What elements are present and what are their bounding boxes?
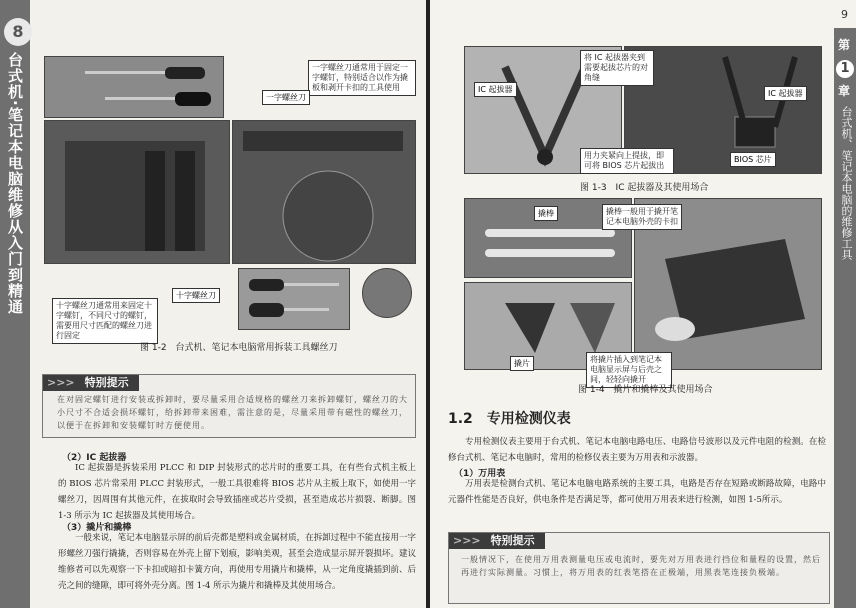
chapter-prefix: 第: [838, 38, 851, 52]
note-title: >>> 特别提示: [43, 375, 139, 391]
cpu-cooler-drawing: [233, 121, 415, 263]
heading-pry-tools: （3）撬片和撬棒: [62, 523, 132, 533]
chapter-title: 台式机、笔记本电脑的维修工具: [840, 106, 853, 260]
callout-pry-pick: 将撬片插入到笔记本电脑显示屏与后壳之间，轻轻向撬开: [586, 352, 672, 388]
label-cross-screwdriver: 十字螺丝刀: [172, 288, 220, 303]
heading-ic-extractor: （2）IC 起拔器: [62, 453, 127, 463]
cross-screwdriver-drawing: [239, 269, 349, 329]
paragraph-pry-tools: 一般来说，笔记本电脑显示屏的前后壳都是塑料或金属材质，在拆卸过程中不能直接用一字形螺丝刀强行撬撬，否则容易在外壳上留下划痕，影响美观，甚至会造成显示屏开裂损坏。建议维修者可以先观察一下卡扣或暗扣卡簧方向，再使用专用撬片和撬棒，从一定角度撬插到前、后壳之间的缝隙，即可将外壳分离。图 1-4 所示为撬片和撬棒及其使用场合。: [58, 533, 416, 591]
chapter-suffix: 章: [838, 84, 851, 98]
chapter-side-tab: [834, 28, 856, 608]
section-intro: 专用检测仪表主要用于台式机、笔记本电脑电路电压、电路信号波形以及元件电阻的检测。在检修台式机、笔记本电脑时，常用的检修仪表主要为万用表和示波器。: [448, 437, 826, 463]
page-number-badge: 8: [4, 18, 32, 46]
label-pry-pick: 撬片: [510, 356, 534, 371]
callout-pry-rod: 撬棒一般用于撬开笔记本电脑外壳的卡扣: [602, 204, 682, 230]
callout-clamp-chip: 将 IC 起拔器夹到需要起拔芯片的对角缝: [580, 50, 654, 86]
section-title: 1.2 专用检测仪表: [448, 411, 571, 427]
note-body: 在对固定螺钉进行安装或拆卸时，要尽量采用合适规格的螺丝刀来拆卸螺钉，螺丝刀的大小尺寸不合适会损坏螺钉，给拆卸带来困难，需注意的是，尽量采用带有磁性的螺丝刀，以便于在拆卸和安装螺钉时方便使用。: [57, 395, 408, 430]
left-page: [0, 0, 426, 608]
motherboard-left-drawing: [45, 121, 229, 263]
special-note-right: [448, 532, 830, 604]
special-note-left: [42, 374, 416, 438]
callout-cross-screwdriver: 十字螺丝刀通常用来固定十字螺钉，不同尺寸的螺钉，需要用尺寸匹配的螺丝刀进行固定: [52, 298, 158, 344]
label-flat-screwdriver: 一字螺丝刀: [262, 90, 310, 105]
screwdriver-drawing: [45, 57, 223, 117]
label-pry-rod: 撬棒: [534, 206, 558, 221]
side-tab-title: 台式机·笔记本电脑维修从入门到精通: [6, 52, 24, 315]
screwdriver-photo: [44, 56, 224, 118]
motherboard-photo-left: [44, 120, 230, 264]
paragraph-ic-extractor: IC 起拔器是拆装采用 PLCC 和 DIP 封装形式的芯片时的重要工具，在有些台式机主板上的 BIOS 芯片常采用 PLCC 封装形式，一般工具很难将 BIOS 芯片从主板上取下，如使用一字螺丝刀，因周围有其他元件，在拔取时会导致插座或芯片受损，甚至造成芯片损裂、断脚。图 1-3 所示为 IC 起拔器及其使用场合。: [58, 463, 416, 521]
callout-lift-chip: 用力夹紧向上提拔，即可将 BIOS 芯片起拔出: [580, 148, 674, 174]
note-body: 一般情况下，在使用万用表测量电压或电流时，要先对万用表进行挡位和量程的设置，然后再进行实际测量。习惯上，将万用表的红表笔搭在正极端，用黑表笔连接负极端。: [461, 555, 821, 577]
left-side-tab: [0, 0, 30, 608]
label-ic-extractor: IC 起拔器: [474, 82, 517, 97]
figure-1-3-caption: 图 1-3 IC 起拔器及其使用场合: [580, 183, 709, 193]
callout-flat-screwdriver: 一字螺丝刀通常用于固定一字螺钉，特别适合以作为撬板和剥开卡扣的工具使用: [308, 60, 416, 96]
right-page-number: 9: [841, 8, 848, 21]
label-ic-extractor-2: IC 起拔器: [764, 86, 807, 101]
figure-1-2-caption: 图 1-2 台式机、笔记本电脑常用拆装工具螺丝刀: [140, 343, 338, 353]
note-title: >>> 特别提示: [449, 533, 545, 549]
paragraph-multimeter: 万用表是检测台式机、笔记本电脑电路系统的主要工具，电路是否存在短路或断路故障，电路中元器件性能是否良好，供电条件是否满足等，都可使用万用表来进行检测，如图 1-5所示。: [448, 479, 826, 505]
label-bios-chip: BIOS 芯片: [730, 152, 776, 167]
right-page: [430, 0, 856, 608]
chapter-number: 1: [836, 60, 854, 78]
screw-closeup: [362, 268, 412, 318]
heading-multimeter: （1）万用表: [454, 469, 506, 479]
motherboard-photo-right: [232, 120, 416, 264]
figure-1-4-caption: 图 1-4 撬片和撬棒及其使用场合: [578, 385, 713, 395]
cross-screwdriver-photo: [238, 268, 350, 330]
